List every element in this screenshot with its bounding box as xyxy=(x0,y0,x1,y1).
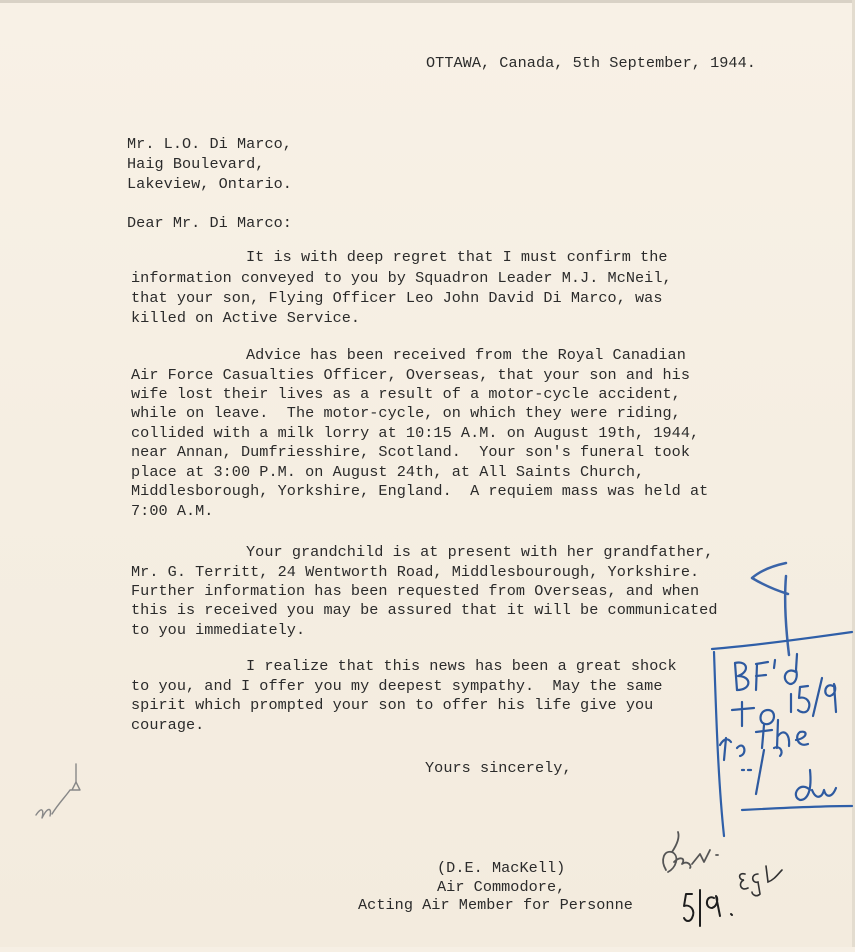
date-note-5-9 xyxy=(684,890,732,926)
paragraph-line: this is received you may be assured that it will be communicated xyxy=(131,601,718,619)
paragraph-line: Further information has been requested from Overseas, and when xyxy=(131,582,700,600)
paragraph-line: wife lost their lives as a result of a motor-cycle accident, xyxy=(131,385,681,403)
paragraph-line: I realize that this news has been a great shock xyxy=(246,657,677,675)
margin-note-text xyxy=(720,654,836,800)
dateline: OTTAWA, Canada, 5th September, 1944. xyxy=(426,54,756,72)
closing: Yours sincerely, xyxy=(425,759,572,777)
paragraph-line: to you, and I offer you my deepest sympathy. May the same xyxy=(131,677,663,695)
page-top-edge xyxy=(0,0,855,3)
salutation: Dear Mr. Di Marco: xyxy=(127,214,292,232)
margin-note-box xyxy=(712,632,852,836)
initials-egl xyxy=(740,866,782,896)
paragraph-line: to you immediately. xyxy=(131,621,306,639)
paragraph-line: It is with deep regret that I must confirm the xyxy=(246,248,668,266)
paragraph-line: 7:00 A.M. xyxy=(131,502,214,520)
paragraph-line: Mr. G. Territt, 24 Wentworth Road, Middlesbourough, Yorkshire. xyxy=(131,563,700,581)
signature-title: Acting Air Member for Personne xyxy=(358,896,633,914)
recipient-city: Lakeview, Ontario. xyxy=(127,175,292,193)
paragraph-line: Advice has been received from the Royal Canadian xyxy=(246,346,686,364)
signature-rank: Air Commodore, xyxy=(437,878,566,896)
paragraph-line: near Annan, Dumfriesshire, Scotland. Your son's funeral took xyxy=(131,443,691,461)
initials-ash xyxy=(663,832,718,872)
paragraph-line: while on leave. The motor-cycle, on which they were riding, xyxy=(131,404,681,422)
paragraph-line: courage. xyxy=(131,716,205,734)
left-margin-initials xyxy=(36,764,80,818)
paragraph-line: information conveyed to you by Squadron Leader M.J. McNeil, xyxy=(131,269,672,287)
recipient-street: Haig Boulevard, xyxy=(127,155,265,173)
paragraph-line: that your son, Flying Officer Leo John David Di Marco, was xyxy=(131,289,663,307)
paragraph-line: place at 3:00 P.M. on August 24th, at All Saints Church, xyxy=(131,463,645,481)
paragraph-line: Middlesborough, Yorkshire, England. A requiem mass was held at xyxy=(131,482,709,500)
recipient-name: Mr. L.O. Di Marco, xyxy=(127,135,292,153)
paragraph-line: spirit which prompted your son to offer his life give you xyxy=(131,696,654,714)
signature-name: (D.E. MacKell) xyxy=(437,859,566,877)
paragraph-line: Air Force Casualties Officer, Overseas, that your son and his xyxy=(131,366,691,384)
paragraph-line: killed on Active Service. xyxy=(131,309,361,327)
arrow-left-icon xyxy=(752,563,789,655)
paragraph-line: collided with a milk lorry at 10:15 A.M. on August 19th, 1944, xyxy=(131,424,700,442)
paragraph-line: Your grandchild is at present with her grandfather, xyxy=(246,543,714,561)
